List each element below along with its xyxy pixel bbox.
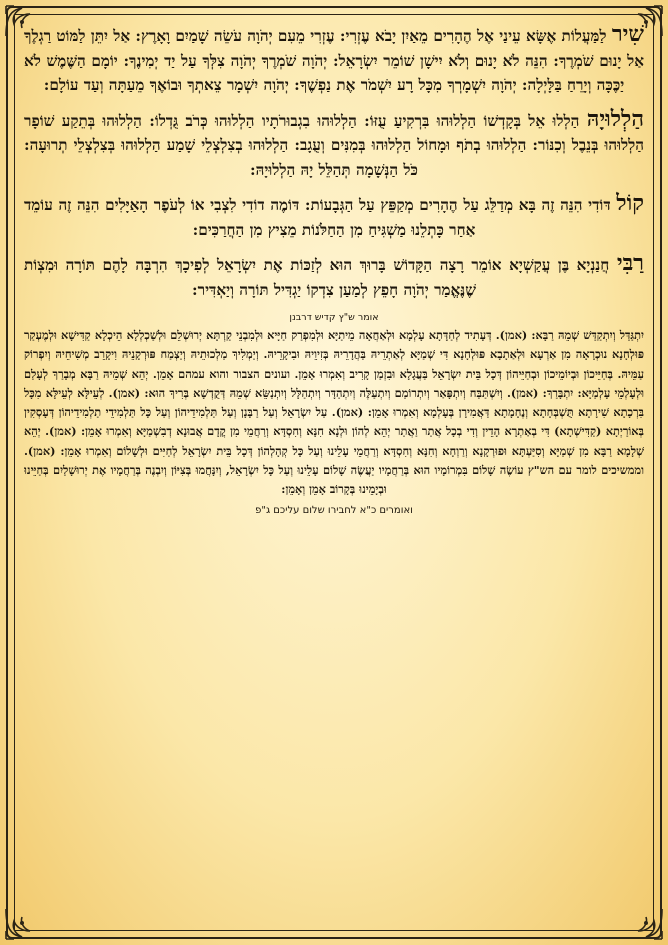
paragraph-first-word: שִׁיר [611, 22, 644, 47]
paragraph-first-word: רַבִּי [616, 250, 644, 276]
paragraph-text: חֲנַנְיָא בֶּן עֲקַשְׁיָא אוֹמֵר רָצָה הַקָּדוֹשׁ בָּרוּךְ הוּא לְזַכּוֹת אֶת יִשְׂרָאֵל לְפִיכָךְ הִרְבָּה לָהֶם תּוֹרָה וּמִצְוֹת שֶׁנֶּאֱמַר יְהֹוָה חָפֵץ לְמַעַן צִדְקוֹ יַגְדִּיל תּוֹרָה וְיַאְדִּיר: [24, 256, 610, 299]
paragraph-text: הַלְלוּ אֵל בְּקָדְשׁוֹ הַלְלוּהוּ בִּרְקִיעַ עֻזּוֹ: הַלְלוּהוּ בִגְבוּרֹתָיו הַלְלוּהוּ כְּרֹב גֻּדְלוֹ: הַלְלוּהוּ בְּתֵקַע שׁוֹפָר הַלְלוּהוּ בְּנֵבֶל וְכִנּוֹר: הַלְלוּהוּ בְתֹף וּמָחוֹל הַלְלוּהוּ בְּמִנִּים וְעֻגָב: הַלְלוּהוּ בְצִלְצְלֵי שָׁמַע הַלְלוּהוּ בְּצִלְצְלֵי תְרוּעָה: כֹּל הַנְּשָׁמָה תְּהַלֵּל יָהּ הַלְלוּיָהּ: [24, 111, 644, 179]
paragraph-first-word: קוֹל [616, 190, 644, 216]
closing-line: ואומרים כ"א לחבירו שלום עליכם ג"פ [255, 504, 413, 516]
song-of-songs-paragraph [24, 191, 644, 242]
paragraph-text: לַמַּעֲלוֹת אֶשָּׂא עֵינַי אֶל הֶהָרִים מֵאַיִן יָבֹא עֶזְרִי: עֶזְרִי מֵעִם יְהֹוָה עֹשֵׂה שָׁמַיִם וָאָרֶץ: אַל יִתֵּן לַמּוֹט רַגְלֶךָ אַל יָנוּם שֹׁמְרֶךָ: הִנֵּה לֹא יָנוּם וְלֹא יִישָׁן שׁוֹמֵר יִשְׂרָאֵל: יְהֹוָה שֹׁמְרֶךָ יְהֹוָה צִלְּךָ עַל יַד יְמִינֶךָ: יוֹמָם הַשֶּׁמֶשׁ לֹא יַכֶּכָּה וְיָרֵחַ בַּלָּיְלָה: יְהֹוָה יִשְׁמָרְךָ מִכָּל רָע יִשְׁמֹר אֶת נַפְשֶׁךָ: יְהֹוָה יִשְׁמָר צֵאתְךָ וּבוֹאֶךָ מֵעַתָּה וְעַד עוֹלָם: [24, 27, 644, 94]
kaddish-caption: אומר ש"ץ קדיש דרבנן [289, 312, 379, 323]
psalm-121-paragraph [24, 22, 644, 98]
psalm-150-paragraph [24, 107, 644, 183]
kaddish-derabanan-text: יִתְגַּדַּל וְיִתְקַדַּשׁ שְׁמֵהּ רַבָּא: (אמן). דְּעָתִיד לְחַדָּתָא עָלְמָא וּלְאַחֲאָה מֵיתַיָּא וּלְמִפְרַק חַיָּיא וּלְמִבְנֵי קַרְתָּא יְרוּשְׁלֵם וּלְשַׁכְלְלָא הֵיכְלָא קַדִּישָׁא וּלְמֶעְקַר פּוּלְחָנָא נוּכְרָאָה מִן אַרְעָא וּלְאַתָבָא פּוּלְחָנָא דִּי שְׁמַיָּא לְאַתְרֵיהּ בַּהֲדָרֵיהּ בְּזִיוֵיהּ וּבִיקָרֵיהּ. וְיַמְלִיךְ מַלְכוּתֵיהּ וְיַצְמַח פּוּרְקָנֵיהּ וִיקָרֵב מְשִׁיחֵיהּ וְיִפְרוֹק עַמֵּיהּ. בְּחַיֵּיכוֹן וּבְיוֹמֵיכוֹן וּבְחַיֵּיהוֹן דְּכָל בֵּית יִשְׂרָאֵל בַּעֲגָלָא וּבִזְמַן קָרִיב וְאִמְרוּ אָמֵן. ועונים הצבור והוא עמהם אָמֵן. יְהֵא שְׁמֵיהּ רַבָּא מְבָרַךְ לְעָלַם וּלְעָלְמֵי עָלְמַיָּא: יִתְבָּרַךְ: (אמן). וְיִשְׁתַּבַּח וְיִתְפָּאַר וְיִתְרוֹמַם וְיִתְעַלֶּה וְיִתְהַדָּר וְיִתְהַלָּל וְיִתְנַשֵּׂא שְׁמֵהּ דְּקֻדְשָׁא בְּרִיךְ הוּא: (אמן). לְעֵילָּא לְעֵילָּא מִכָּל בִּרְכָתָא שִׁירָתָא תֻּשְׁבְּחָתָא וְנֶחָמָתָא דַּאֲמִירָן בְּעָלְמָא וְאִמְרוּ אָמֵן: (אמן). עַל יִשְׂרָאֵל וְעַל רַבָּנָן וְעַל תַּלְמִידֵיהוֹן וְעַל כָּל תַּלְמִידֵי תַלְמִידֵיהוֹן דְּעָסְקִין בְּאוֹרַיְתָא (קַדִּישְׁתָא) דִּי בְאַתְרָא הָדֵין וְדִי בְכָל אֲתַר וַאֲתַר יְהֵא לְהוֹן וּלְנָא חִנָּא וְחִסְדָּא וְרַחֲמֵי מִן קֳדָם אֲבוּנָא דְבִשְׁמַיָּא וְאִמְרוּ אָמֵן: (אמן). יְהֵא שְׁלָמָא רַבָּא מִן שְׁמַיָּא וְסִיַּעְתָּא וּפוּרְקָנָא וְרַוְחָא וְחִנָּא וְחִסְדָּא וְרַחֲמֵי עָלֵינוּ וְעַל כָּל קְהָלְהוֹן דְּכָל בֵּית יִשְׂרָאֵל לְחַיִּים וּלְשָׁלוֹם וְאִמְרוּ אָמֵן: (אמן). וממשיכים לומר עם הש"ץ עוֹשֶׂה שָׁלוֹם בִּמְרוֹמָיו הוּא בְּרַחֲמָיו יַעֲשֶׂה שָׁלוֹם עָלֵינוּ וְעַל כָּל יִשְׂרָאֵל, וְיִנָּחֲמוּ בְּצִיּוֹן וְיִבְנֶה בְּרַחֲמָיו אֶת יְרוּשָׁלַיִם בְּחַיֵּינוּ וּבְיָמֵינוּ בְּקָרוֹב אָמֵן וְאָמֵן: [24, 328, 644, 497]
rabbi-chananya-paragraph [24, 251, 644, 302]
paragraph-text: דּוֹדִי הִנֵּה זֶה בָּא מְדַלֵּג עַל הֶהָרִים מְקַפֵּץ עַל הַגְּבָעוֹת: דּוֹמֶה דוֹדִי לִצְבִי אוֹ לְעֹפֶר הָאַיָּלִים הִנֵּה זֶה עוֹמֵד אַחַר כָּתְלֵנוּ מַשְׁגִּיחַ מִן הַחַלֹּנוֹת מֵצִיץ מִן הַחֲרַכִּים: [24, 196, 611, 239]
paragraph-first-word: הַלְלוּיָהּ [586, 105, 644, 132]
prayer-text [24, 22, 644, 925]
